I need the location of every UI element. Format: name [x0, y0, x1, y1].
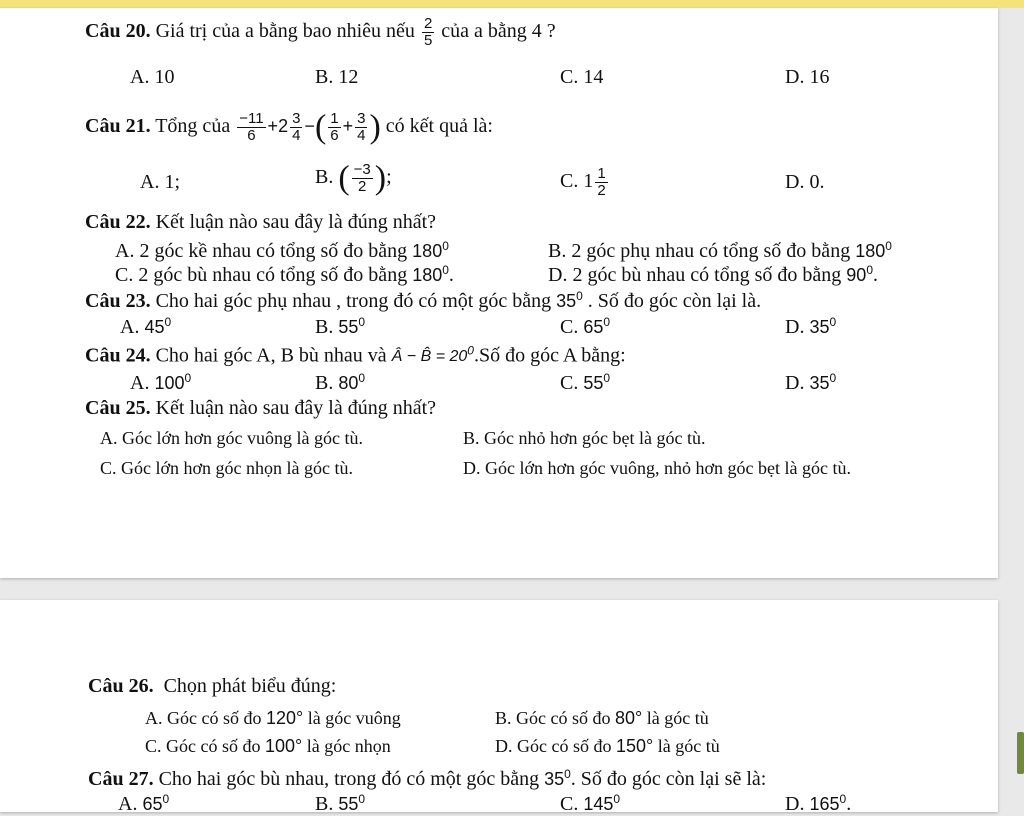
question-23: Câu 23. Cho hai góc phụ nhau , trong đó có một góc bằng $35^0$ . Số đo góc còn lại là.	[85, 289, 762, 312]
q21-option-d: D. 0.	[785, 171, 825, 193]
side-scroll-tab[interactable]	[1017, 732, 1024, 774]
document-page-1	[0, 8, 998, 578]
q25-option-d: D. Góc lớn hơn góc vuông, nhỏ hơn góc bẹt là góc tù.	[463, 458, 851, 478]
q21-option-b: B. ( $\frac{-3}{2}$ );	[315, 159, 392, 197]
question-20: Câu 20. Giá trị của a bằng bao nhiêu nếu $\frac{2}{5}$ của a bằng 4 ?	[85, 15, 556, 49]
q20-option-c: C. 14	[560, 66, 604, 88]
q22-option-d: D. 2 góc bù nhau có tổng số đo bằng $90^0$.	[548, 263, 879, 286]
top-accent-bar	[0, 0, 1024, 8]
q25-option-b: B. Góc nhỏ hơn góc bẹt là góc tù.	[463, 428, 706, 448]
q23-option-d: D. $35^0$	[785, 315, 837, 338]
q22-option-b: B. 2 góc phụ nhau có tổng số đo bằng $180^0$	[548, 239, 892, 262]
q23-option-a: A. $45^0$	[120, 315, 172, 338]
q23-option-b: B. $55^0$	[315, 315, 366, 338]
q26-option-d: D. Góc có số đo 150° là góc tù	[495, 736, 720, 756]
q21-option-a: A. 1;	[140, 171, 180, 193]
question-21: Câu 21. Tổng của $\frac{-11}{6}$ +2 $\frac{3}{4}$ −( $\frac{1}{6}$ + $\frac{3}{4}$ ) có kết quả là:	[85, 108, 493, 146]
q25-option-a: A. Góc lớn hơn góc vuông là góc tù.	[100, 428, 363, 448]
document-page-2	[0, 600, 998, 815]
q27-option-d: D. $165^0$.	[785, 792, 852, 815]
q20-option-b: B. 12	[315, 66, 359, 88]
q27-option-b: B. $55^0$	[315, 792, 366, 815]
q20-option-a: A. 10	[130, 66, 175, 88]
q21-option-c: C. 1 $\frac{1}{2}$	[560, 165, 606, 199]
q24-option-c: C. $55^0$	[560, 371, 611, 394]
question-24: Câu 24. Cho hai góc A, B bù nhau và Â − B̂ = $20^0.Số$ đo góc A bằng:	[85, 344, 626, 367]
q25-option-c: C. Góc lớn hơn góc nhọn là góc tù.	[100, 458, 354, 478]
fraction: $\frac{2}{5}$	[423, 15, 433, 49]
question-27: Câu 27. Cho hai góc bù nhau, trong đó có một góc bằng $35^0$. Số đo góc còn lại sẽ là:	[88, 767, 767, 790]
question-25: Câu 25. Kết luận nào sau đây là đúng nhất?	[85, 397, 437, 419]
q26-option-b: B. Góc có số đo 80° là góc tù	[495, 708, 709, 728]
q23-option-c: C. $65^0$	[560, 315, 611, 338]
question-22: Câu 22. Kết luận nào sau đây là đúng nhất?	[85, 211, 437, 233]
q27-option-a: A. $65^0$	[118, 792, 170, 815]
q22-option-c: C. 2 góc bù nhau có tổng số đo bằng $180^0$.	[115, 263, 454, 286]
q24-option-d: D. $35^0$	[785, 371, 837, 394]
q24-option-b: B. $80^0$	[315, 371, 366, 394]
q27-option-c: C. $145^0$	[560, 792, 621, 815]
q24-option-a: A. $100^0$	[130, 371, 192, 394]
q20-option-d: D. 16	[785, 66, 830, 88]
question-26: Câu 26. Chọn phát biểu đúng:	[88, 675, 337, 697]
q26-option-a: A. Góc có số đo 120° là góc vuông	[145, 708, 401, 728]
q22-option-a: A. 2 góc kề nhau có tổng số đo bằng $180^0$	[115, 239, 449, 262]
q26-option-c: C. Góc có số đo 100° là góc nhọn	[145, 736, 391, 756]
